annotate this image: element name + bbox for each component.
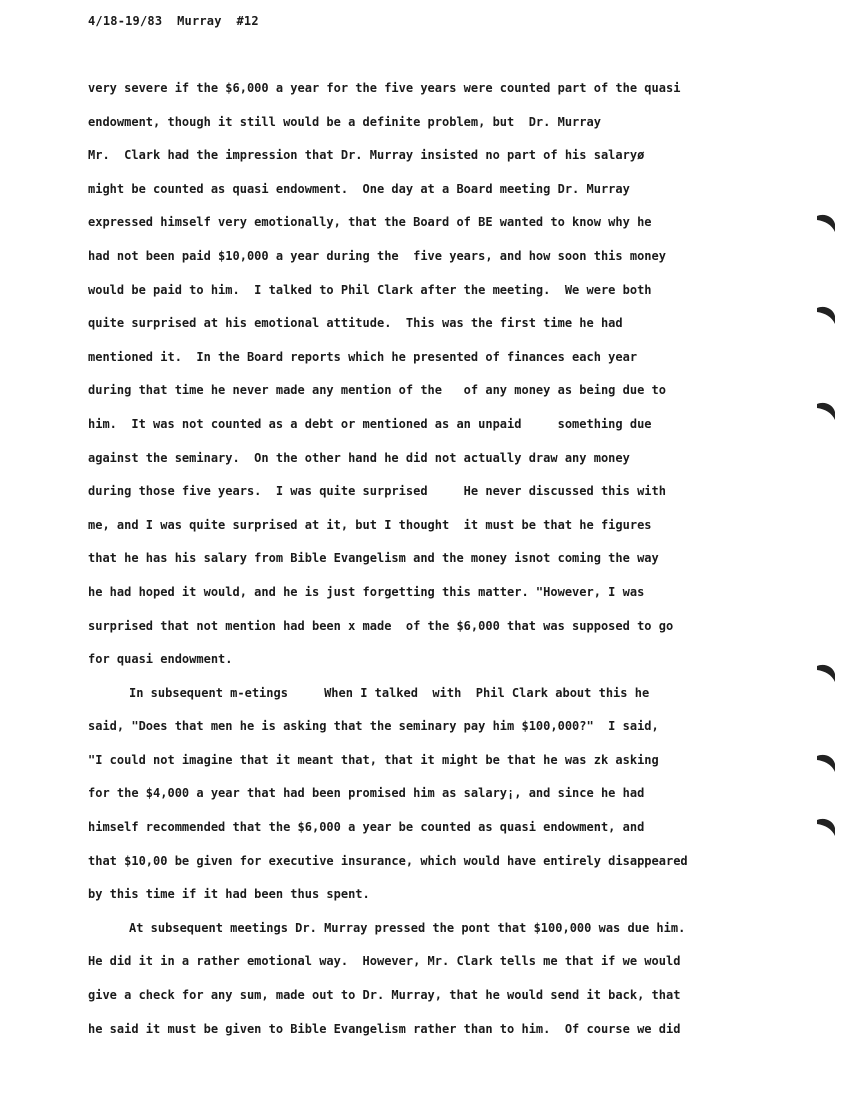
text-line: "I could not imagine that it meant that, that it might be that he was zk asking	[88, 752, 659, 767]
text-line: mentioned it. In the Board reports which he presented of finances each year	[88, 349, 638, 364]
text-line: during that time he never made any mention of the of any money as being due to	[88, 383, 666, 398]
text-line: that $10,00 be given for executive insurance, which would have entirely disappeared	[88, 853, 688, 868]
text-line: against the seminary. On the other hand he did not actually draw any money	[88, 450, 630, 465]
text-line: give a check for any sum, made out to Dr. Murray, that he would send it back, that	[88, 988, 681, 1003]
binder-punch-mark-icon	[815, 400, 837, 422]
text-line: him. It was not counted as a debt or mentioned as an unpaid something due	[88, 416, 652, 431]
text-line: he said it must be given to Bible Evangelism rather than to him. Of course we did	[88, 1021, 681, 1036]
text-line: He did it in a rather emotional way. However, Mr. Clark tells me that if we would	[88, 954, 681, 969]
text-line: for quasi endowment.	[88, 652, 233, 667]
text-line: expressed himself very emotionally, that the Board of BE wanted to know why he	[88, 215, 652, 230]
text-line: himself recommended that the $6,000 a year be counted as quasi endowment, and	[88, 820, 645, 835]
text-line: Mr. Clark had the impression that Dr. Murray insisted no part of his salaryø	[88, 148, 645, 163]
binder-punch-mark-icon	[815, 662, 837, 684]
text-line: would be paid to him. I talked to Phil Clark after the meeting. We were both	[88, 282, 652, 297]
text-line: for the $4,000 a year that had been promised him as salary¡, and since he had	[88, 786, 645, 801]
page-header: 4/18-19/83 Murray #12	[88, 14, 259, 28]
binder-punch-mark-icon	[815, 816, 837, 838]
text-line: he had hoped it would, and he is just forgetting this matter. "However, I was	[88, 584, 645, 599]
binder-punch-mark-icon	[815, 304, 837, 326]
text-line: that he has his salary from Bible Evangelism and the money isnot coming the way	[88, 551, 659, 566]
text-line: me, and I was quite surprised at it, but I thought it must be that he figures	[88, 517, 652, 532]
text-line: At subsequent meetings Dr. Murray pressed the pont that $100,000 was due him.	[129, 920, 686, 935]
text-line: surprised that not mention had been x made of the $6,000 that was supposed to go	[88, 618, 674, 633]
text-line: quite surprised at his emotional attitude. This was the first time he had	[88, 316, 623, 331]
text-line: by this time if it had been thus spent.	[88, 887, 370, 902]
text-line: during those five years. I was quite surprised He never discussed this with	[88, 484, 666, 499]
text-line: very severe if the $6,000 a year for the five years were counted part of the quasi	[88, 81, 681, 95]
text-line: In subsequent m-etings When I talked with Phil Clark about this he	[129, 685, 650, 700]
text-line: endowment, though it still would be a definite problem, but Dr. Murray	[88, 114, 601, 129]
text-line: said, "Does that men he is asking that the seminary pay him $100,000?" I said,	[88, 719, 659, 734]
binder-punch-mark-icon	[815, 752, 837, 774]
text-line: might be counted as quasi endowment. One day at a Board meeting Dr. Murray	[88, 181, 630, 196]
text-line: had not been paid $10,000 a year during the five years, and how soon this money	[88, 248, 666, 263]
body-text	[88, 76, 798, 1050]
binder-punch-mark-icon	[815, 212, 837, 234]
